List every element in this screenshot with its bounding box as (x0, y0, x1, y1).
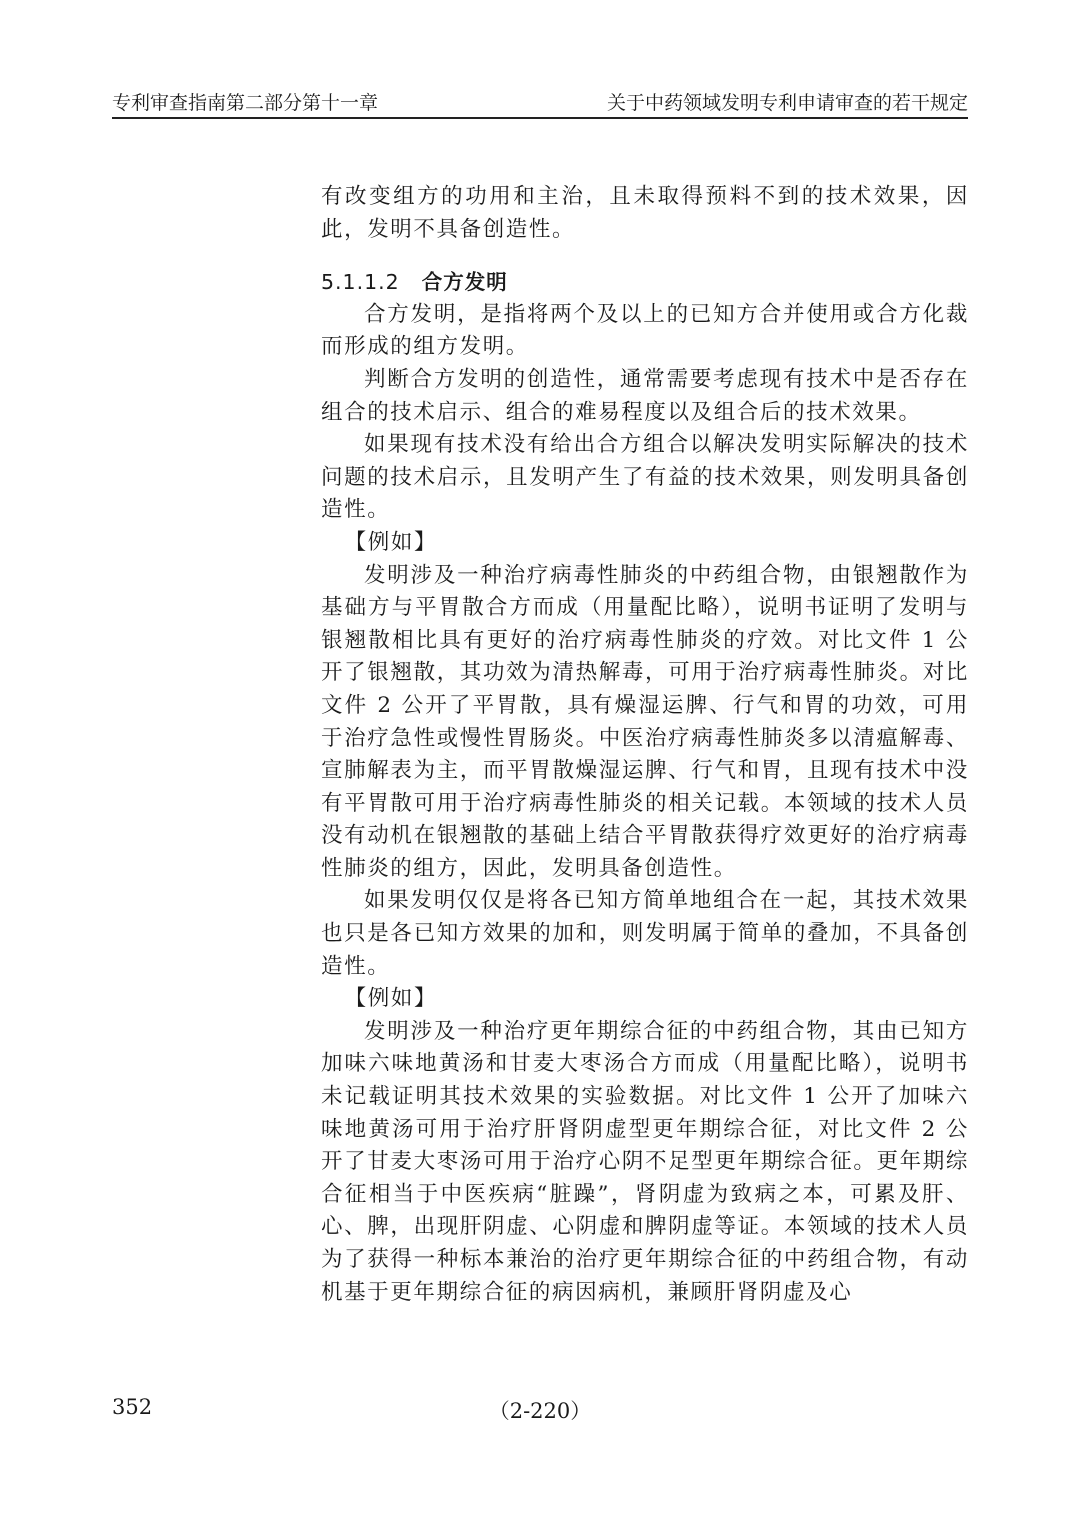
page-number: 352 (112, 1395, 153, 1419)
paragraph: 发明涉及一种治疗更年期综合征的中药组合物，其由已知方加味六味地黄汤和甘麦大枣汤合方而成（用量配比略），说明书未记载证明其技术效果的实验数据。对比文件 1 公开了加味六味地黄汤可用于治疗肝肾阴虚型更年期综合征，对比文件 2 公开了甘麦大枣汤可用于治疗心阴不足型更年期综合征。更年期综合征相当于中医疾病“脏躁”，肾阴虚为致病之本，可累及肝、心、脾，出现肝阴虚、心阴虚和脾阴虚等证。本领域的技术人员为了获得一种标本兼治的治疗更年期综合征的中药组合物，有动机基于更年期综合征的病因病机，兼顾肝肾阴虚及心 (321, 1018, 969, 1305)
paragraph: 判断合方发明的创造性，通常需要考虑现有技术中是否存在组合的技术启示、组合的难易程度以及组合后的技术效果。 (321, 366, 969, 425)
page-code: （2-220） (488, 1399, 592, 1423)
paragraph: 发明涉及一种治疗病毒性肺炎的中药组合物，由银翘散作为基础方与平胃散合方而成（用量配比略），说明书证明了发明与银翘散相比具有更好的治疗病毒性肺炎的疗效。对比文件 1 公开了银翘散，其功效为清热解毒，可用于治疗病毒性肺炎。对比文件 2 公开了平胃散，具有燥湿运脾、行气和胃的功效，可用于治疗急性或慢性胃肠炎。中医治疗病毒性肺炎多以清瘟解毒、宣肺解表为主，而平胃散燥湿运脾、行气和胃，且现有技术中没有平胃散可用于治疗病毒性肺炎的相关记载。本领域的技术人员没有动机在银翘散的基础上结合平胃散获得疗效更好的治疗病毒性肺炎的组方，因此，发明具备创造性。 (321, 562, 969, 881)
header-section-title: 关于中药领域发明专利申请审查的若干规定 (606, 92, 968, 114)
header-chapter-title: 专利审查指南第二部分第十一章 (112, 92, 379, 114)
paragraph: 如果发明仅仅是将各已知方简单地组合在一起，其技术效果也只是各已知方效果的加和，则发明属于简单的叠加，不具备创造性。 (321, 888, 969, 979)
example-label: 【例如】 (344, 986, 438, 1012)
section-heading (321, 266, 969, 299)
section-number: 5.1.1.2 (321, 270, 400, 295)
example-label: 【例如】 (344, 529, 438, 555)
paragraph: 如果现有技术没有给出合方组合以解决发明实际解决的技术问题的技术启示，且发明产生了有益的技术效果，则发明具备创造性。 (321, 432, 969, 523)
paragraph: 合方发明，是指将两个及以上的已知方合并使用或合方化裁而形成的组方发明。 (321, 301, 969, 360)
paragraph: 有改变组方的功用和主治，且未取得预料不到的技术效果，因此，发明不具备创造性。 (321, 184, 969, 242)
section-title: 合方发明 (421, 270, 508, 295)
page-body (321, 181, 969, 1309)
header-rule (112, 117, 968, 119)
running-header (112, 88, 968, 116)
